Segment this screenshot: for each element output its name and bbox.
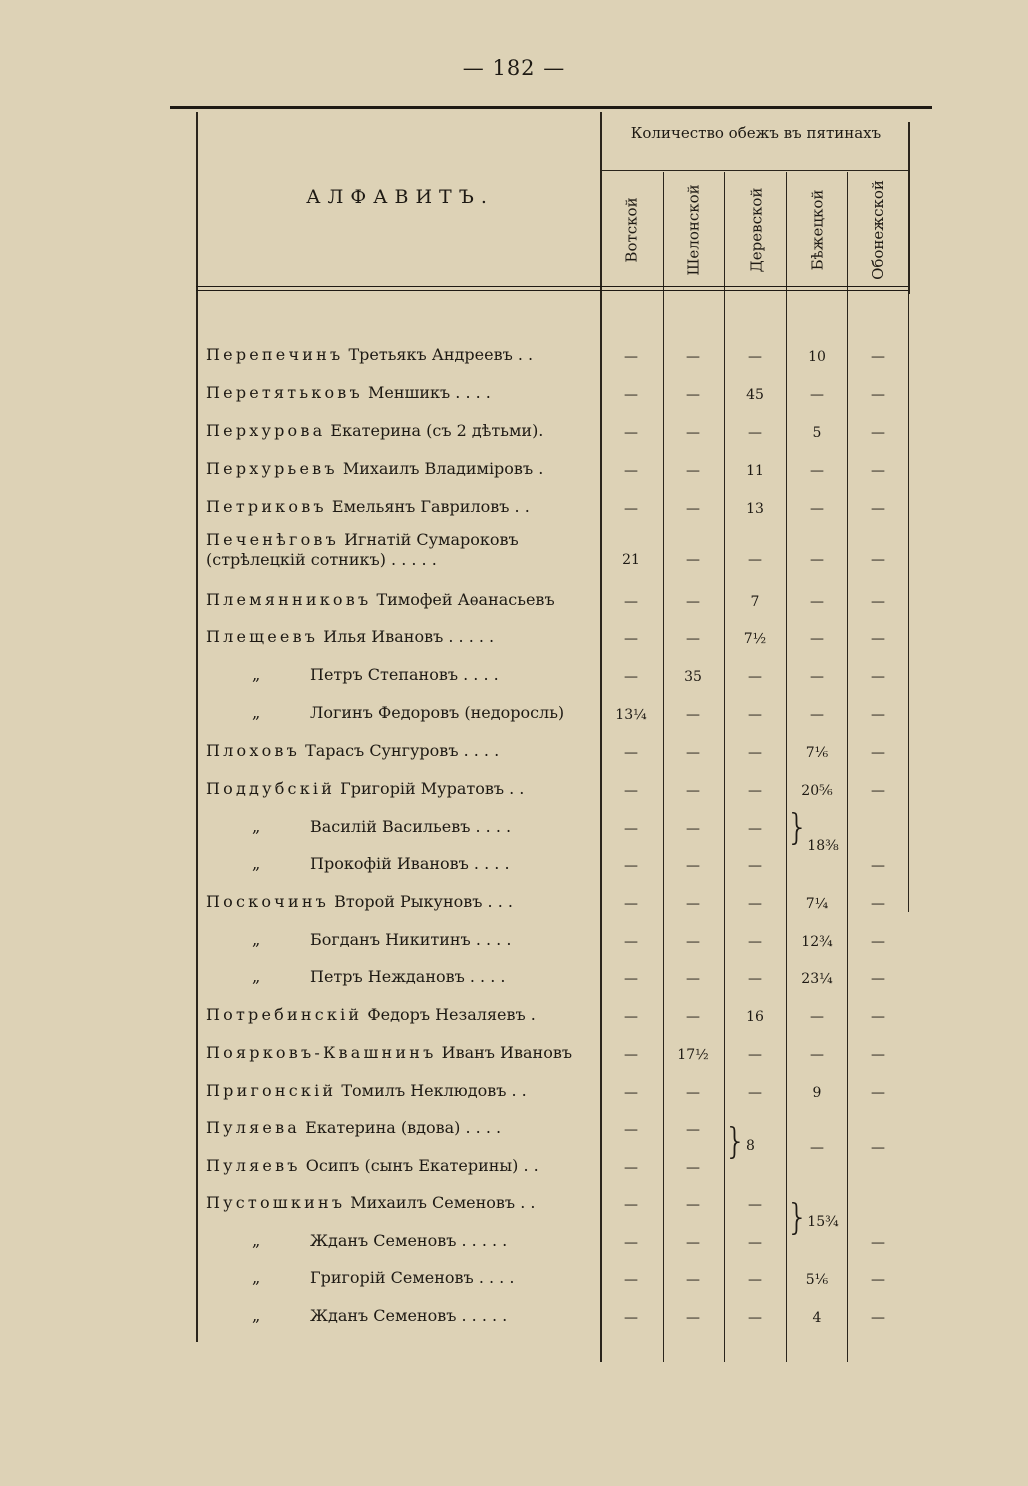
value-cell: — <box>810 707 824 723</box>
surname: Пуляевъ <box>206 1156 301 1175</box>
row-name <box>206 530 598 570</box>
value-cell: — <box>686 971 700 987</box>
value-cell: — <box>871 745 885 761</box>
col-header-derevskoy: Деревской <box>747 187 765 273</box>
value-cell: — <box>624 631 638 647</box>
surname: Перетятьковъ <box>206 383 363 402</box>
value-cell: 4 <box>812 1310 822 1326</box>
row-name <box>206 741 598 761</box>
given-name: Тарасъ Сунгуровъ . . . . <box>305 741 500 760</box>
ditto-mark: „ <box>252 703 261 722</box>
page-number: — 182 — <box>462 56 566 80</box>
given-name: Игнатій Сумароковъ <box>344 530 519 549</box>
value-cell: — <box>871 934 885 950</box>
group-header-rule <box>602 170 908 171</box>
value-cell: — <box>686 594 700 610</box>
value-cell: — <box>624 501 638 517</box>
ditto-mark: „ <box>252 967 261 986</box>
row-name <box>206 1005 598 1025</box>
value-cell: 5 <box>812 425 822 441</box>
value-cell: — <box>748 707 762 723</box>
merged-value-pulyaev-obonezhskoy: — <box>871 1140 885 1156</box>
surname: Племянниковъ <box>206 590 372 609</box>
value-cell: 7¼ <box>805 896 829 912</box>
given-name: Осипъ (сынъ Екатерины) . . <box>305 1156 539 1175</box>
surname: Петриковъ <box>206 497 327 516</box>
value-cell: — <box>748 1047 762 1063</box>
given-name: Григорій Семеновъ . . . . <box>310 1268 515 1287</box>
value-cell: — <box>686 1085 700 1101</box>
value-cell: — <box>624 1197 638 1213</box>
row-name <box>206 1043 598 1063</box>
surname: Пуляева <box>206 1118 301 1137</box>
value-cell: — <box>871 552 885 568</box>
value-cell: — <box>686 1122 700 1138</box>
given-name: Жданъ Семеновъ . . . . . <box>310 1231 508 1250</box>
value-cell: — <box>748 1235 762 1251</box>
ditto-mark: „ <box>252 1231 261 1250</box>
value-cell: 10 <box>808 349 826 365</box>
header-bottom-rule <box>196 286 908 291</box>
surname: Перхурьевъ <box>206 459 338 478</box>
value-cell: — <box>624 1160 638 1176</box>
value-cell: — <box>871 1009 885 1025</box>
value-cell: — <box>810 631 824 647</box>
row-name <box>206 1268 598 1288</box>
row-name <box>206 1306 598 1326</box>
value-cell: — <box>748 1085 762 1101</box>
row-name <box>206 779 598 799</box>
given-name: Тимофей Аѳанасьевъ <box>376 590 555 609</box>
surname: Поярковъ-Квашнинъ <box>206 1043 437 1062</box>
value-cell: — <box>686 1235 700 1251</box>
surname: Потребинскій <box>206 1005 363 1024</box>
row-name <box>206 421 598 441</box>
value-cell: — <box>624 1272 638 1288</box>
value-cell: — <box>871 707 885 723</box>
value-cell: — <box>871 387 885 403</box>
value-cell: — <box>624 1122 638 1138</box>
value-cell: 5⅙ <box>805 1272 829 1288</box>
row-name <box>206 892 598 912</box>
value-cell: 7⅙ <box>805 745 829 761</box>
value-cell: — <box>748 745 762 761</box>
brace-poddubskiy: } <box>786 807 809 848</box>
value-cell: 9 <box>812 1085 822 1101</box>
right-border-body <box>908 292 909 912</box>
given-name: Илья Ивановъ . . . . . <box>323 627 495 646</box>
given-name: Богданъ Никитинъ . . . . <box>310 930 512 949</box>
value-cell: 17½ <box>677 1047 709 1063</box>
ditto-mark: „ <box>252 930 261 949</box>
surname: Плещеевъ <box>206 627 319 646</box>
surname: Печенѣговъ <box>206 530 339 549</box>
given-name: Третьякъ Андреевъ . . <box>348 345 534 364</box>
value-cell: — <box>871 1047 885 1063</box>
col-divider-4 <box>847 172 848 1362</box>
value-cell: — <box>624 669 638 685</box>
given-name: Василій Васильевъ . . . . <box>310 817 512 836</box>
value-cell: — <box>871 896 885 912</box>
row-name <box>206 1118 598 1138</box>
value-cell: 7 <box>750 594 760 610</box>
value-cell: — <box>810 501 824 517</box>
value-cell: 13 <box>746 501 764 517</box>
value-cell: — <box>871 971 885 987</box>
given-name: Томилъ Неклюдовъ . . <box>341 1081 527 1100</box>
value-cell: — <box>871 1272 885 1288</box>
value-cell: — <box>810 1047 824 1063</box>
brace-pustoshkin: } <box>786 1197 809 1238</box>
given-name: Екатерина (вдова) . . . . <box>305 1118 502 1137</box>
given-name: Михаилъ Семеновъ . . <box>350 1193 536 1212</box>
row-name <box>206 854 598 874</box>
row-name <box>206 703 598 723</box>
value-cell: — <box>624 349 638 365</box>
value-cell: — <box>686 896 700 912</box>
value-cell: — <box>810 387 824 403</box>
merged-value-pulyaev-derevskoy: 8 <box>746 1138 755 1154</box>
value-cell: — <box>871 783 885 799</box>
value-cell: — <box>748 1197 762 1213</box>
value-cell: — <box>871 1310 885 1326</box>
value-cell: 21 <box>622 552 640 568</box>
row-name <box>206 345 598 365</box>
row-name <box>206 383 598 403</box>
row-name <box>206 627 598 647</box>
value-cell: — <box>810 594 824 610</box>
row-name <box>206 665 598 685</box>
row-name <box>206 930 598 950</box>
col-divider-2 <box>724 172 725 1362</box>
ditto-mark: „ <box>252 1268 261 1287</box>
name-continuation: (стрѣлецкій сотникъ) . . . . . <box>206 550 437 569</box>
value-cell: — <box>871 858 885 874</box>
given-name: Михаилъ Владиміровъ . <box>342 459 544 478</box>
value-cell: — <box>686 387 700 403</box>
value-cell: — <box>871 463 885 479</box>
left-border <box>196 112 198 1342</box>
row-name <box>206 1156 598 1176</box>
value-cell: — <box>871 349 885 365</box>
merged-value-pulyaev-bezhetskoy: — <box>810 1140 824 1156</box>
row-name <box>206 967 598 987</box>
value-cell: — <box>748 934 762 950</box>
value-cell: — <box>686 707 700 723</box>
value-cell: — <box>748 349 762 365</box>
value-cell: — <box>686 425 700 441</box>
value-cell: — <box>624 858 638 874</box>
value-cell: — <box>748 821 762 837</box>
value-cell: — <box>871 631 885 647</box>
brace-pulyaev-derevskoy: } <box>724 1121 747 1162</box>
value-cell: — <box>686 821 700 837</box>
row-name <box>206 1231 598 1251</box>
given-name: Федоръ Незаляевъ . <box>367 1005 536 1024</box>
value-cell: — <box>624 387 638 403</box>
value-cell: — <box>748 896 762 912</box>
value-cell: 45 <box>746 387 764 403</box>
value-cell: 20⅚ <box>801 783 833 799</box>
value-cell: — <box>624 425 638 441</box>
value-cell: — <box>748 1272 762 1288</box>
value-cell: 12¾ <box>801 934 833 950</box>
surname: Поскочинъ <box>206 892 330 911</box>
given-name: Второй Рыкуновъ . . . <box>334 892 513 911</box>
value-cell: — <box>686 1160 700 1176</box>
value-cell: — <box>686 745 700 761</box>
right-border-head <box>908 122 910 294</box>
ditto-mark: „ <box>252 854 261 873</box>
value-cell: — <box>686 858 700 874</box>
group-header: Количество обежъ въ пятинахъ <box>630 124 882 142</box>
given-name: Иванъ Ивановъ <box>441 1043 573 1062</box>
col-header-shelonskoy: Шелонской <box>685 184 704 276</box>
value-cell: — <box>686 1197 700 1213</box>
value-cell: — <box>871 669 885 685</box>
value-cell: — <box>686 1272 700 1288</box>
row-name <box>206 1081 598 1101</box>
value-cell: — <box>686 349 700 365</box>
row-name <box>206 1193 598 1213</box>
row-name <box>206 497 598 517</box>
merged-value-poddubskiy: 18⅜ <box>807 838 839 854</box>
value-cell: 11 <box>746 463 764 479</box>
col-divider-3 <box>786 172 787 1362</box>
col-header-bezhetskoy: Бѣжецкой <box>808 189 827 271</box>
value-cell: 35 <box>684 669 702 685</box>
value-cell: — <box>748 1310 762 1326</box>
surname: Перхурова <box>206 421 326 440</box>
value-cell: — <box>871 1235 885 1251</box>
value-cell: — <box>624 783 638 799</box>
value-cell: — <box>686 934 700 950</box>
value-cell: — <box>624 971 638 987</box>
value-cell: — <box>624 594 638 610</box>
value-cell: — <box>686 631 700 647</box>
value-cell: 16 <box>746 1009 764 1025</box>
value-cell: — <box>748 783 762 799</box>
value-cell: — <box>624 896 638 912</box>
given-name: Жданъ Семеновъ . . . . . <box>310 1306 508 1325</box>
value-cell: 7½ <box>743 631 767 647</box>
ditto-mark: „ <box>252 817 261 836</box>
value-cell: — <box>871 425 885 441</box>
merged-value-pustoshkin: 15¾ <box>807 1214 839 1230</box>
given-name: Григорій Муратовъ . . <box>340 779 525 798</box>
value-cell: — <box>748 425 762 441</box>
value-cell: — <box>810 552 824 568</box>
value-cell: — <box>748 971 762 987</box>
value-cell: — <box>686 501 700 517</box>
value-cell: — <box>624 821 638 837</box>
given-name: Петръ Степановъ . . . . <box>310 665 499 684</box>
given-name: Емельянъ Гавриловъ . . <box>331 497 530 516</box>
surname: Пустошкинъ <box>206 1193 346 1212</box>
row-name <box>206 590 598 610</box>
value-cell: — <box>871 594 885 610</box>
value-cell: — <box>624 745 638 761</box>
value-cell: 13¼ <box>615 707 647 723</box>
value-cell: — <box>686 1310 700 1326</box>
value-cell: 23¼ <box>801 971 833 987</box>
value-cell: — <box>624 463 638 479</box>
col-header-votskoy: Вотской <box>623 197 641 263</box>
given-name: Меншикъ . . . . <box>367 383 491 402</box>
surname: Перепечинъ <box>206 345 344 364</box>
value-cell: — <box>748 858 762 874</box>
given-name: Прокофій Ивановъ . . . . <box>310 854 510 873</box>
value-cell: — <box>871 1085 885 1101</box>
value-cell: — <box>686 783 700 799</box>
value-cell: — <box>624 1009 638 1025</box>
value-cell: — <box>810 1009 824 1025</box>
value-cell: — <box>748 669 762 685</box>
table-title: АЛФАВИТЪ. <box>306 186 494 208</box>
value-cell: — <box>686 552 700 568</box>
value-cell: — <box>624 1047 638 1063</box>
top-rule <box>170 106 932 109</box>
value-cell: — <box>871 501 885 517</box>
value-cell: — <box>624 1085 638 1101</box>
value-cell: — <box>624 1310 638 1326</box>
value-cell: — <box>810 669 824 685</box>
ditto-mark: „ <box>252 1306 261 1325</box>
given-name: Петръ Неждановъ . . . . <box>310 967 506 986</box>
given-name: Логинъ Федоровъ (недоросль) <box>310 703 565 722</box>
row-name <box>206 817 598 837</box>
surname: Поддубскій <box>206 779 336 798</box>
value-cell: — <box>748 552 762 568</box>
value-cell: — <box>624 934 638 950</box>
ditto-mark: „ <box>252 665 261 684</box>
col-header-obonezhskoy: Обонежской <box>869 180 887 280</box>
value-cell: — <box>810 463 824 479</box>
given-name: Екатерина (съ 2 дѣтьми). <box>330 421 544 440</box>
surname: Плоховъ <box>206 741 300 760</box>
row-name <box>206 459 598 479</box>
value-cell: — <box>624 1235 638 1251</box>
surname: Пригонскій <box>206 1081 337 1100</box>
value-cell: — <box>686 1009 700 1025</box>
value-cell: — <box>686 463 700 479</box>
